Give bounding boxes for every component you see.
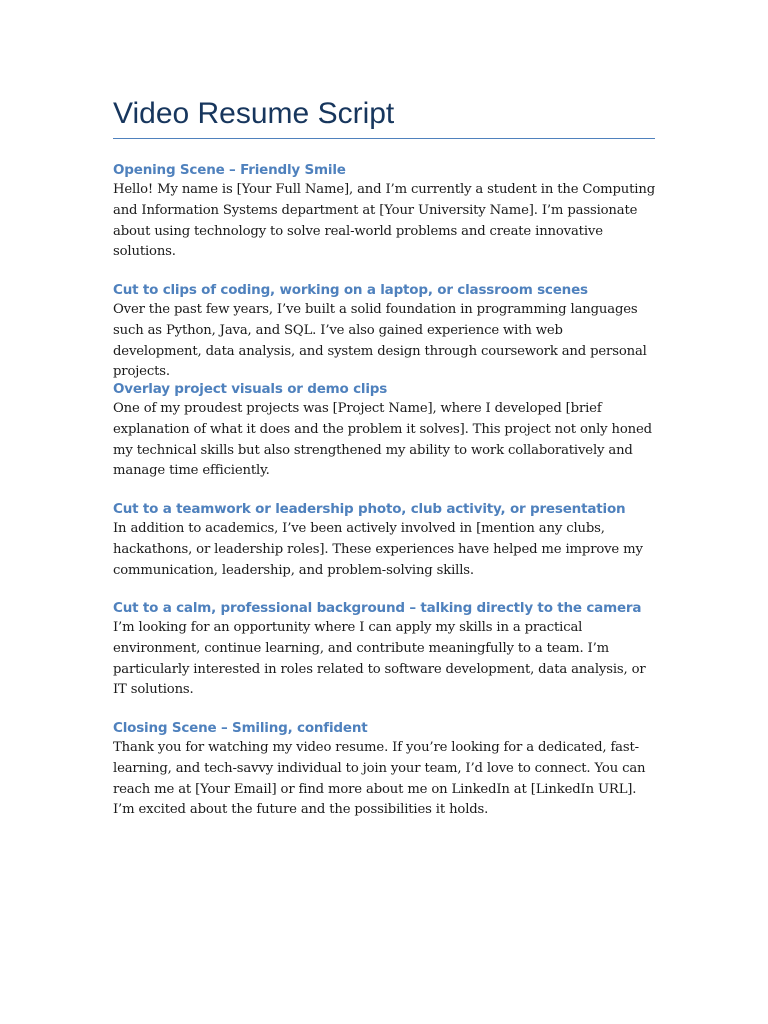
section-heading: Cut to a calm, professional background – talking directly to the camera <box>113 600 642 616</box>
document-title: Video Resume Script <box>113 96 655 139</box>
section-heading: Opening Scene – Friendly Smile <box>113 162 346 178</box>
section-opening-scene <box>113 160 655 263</box>
section-coding-clips <box>113 280 655 383</box>
section-closing-scene <box>113 718 655 821</box>
section-heading: Cut to clips of coding, working on a laptop, or classroom scenes <box>113 282 588 298</box>
section-project-visuals <box>113 379 655 482</box>
section-heading: Overlay project visuals or demo clips <box>113 381 388 397</box>
section-teamwork-leadership <box>113 499 655 581</box>
section-body: Over the past few years, I’ve built a solid foundation in programming languages such as Python, Java, and SQL. I’ve also gained experience with web development, data analysis, and system design through coursework and personal projects. <box>113 302 647 380</box>
section-body: Thank you for watching my video resume. If you’re looking for a dedicated, fast-learning, and tech-savvy individual to join your team, I’d love to connect. You can reach me at [Your Email] or find more about me on LinkedIn at [LinkedIn URL]. I’m excited about the future and the possibilities it holds. <box>113 740 646 818</box>
section-body: In addition to academics, I’ve been actively involved in [mention any clubs, hackathons, or leadership roles]. These experiences have helped me improve my communication, leadership, and problem-solving skills. <box>113 521 643 578</box>
section-body: One of my proudest projects was [Project Name], where I developed [brief explanation of what it does and the problem it solves]. This project not only honed my technical skills but also strengthened my ability to work collaboratively and manage time efficiently. <box>113 401 652 479</box>
section-heading: Closing Scene – Smiling, confident <box>113 720 368 736</box>
section-body: Hello! My name is [Your Full Name], and I’m currently a student in the Computing and Information Systems department at [Your University Name]. I’m passionate about using technology to solve real-world problems and create innovative solutions. <box>113 182 655 260</box>
section-heading: Cut to a teamwork or leadership photo, club activity, or presentation <box>113 501 626 517</box>
document-page <box>113 96 655 818</box>
section-body: I’m looking for an opportunity where I can apply my skills in a practical environment, continue learning, and contribute meaningfully to a team. I’m particularly interested in roles related to software development, data analysis, or IT solutions. <box>113 620 646 698</box>
section-professional-background <box>113 598 655 701</box>
